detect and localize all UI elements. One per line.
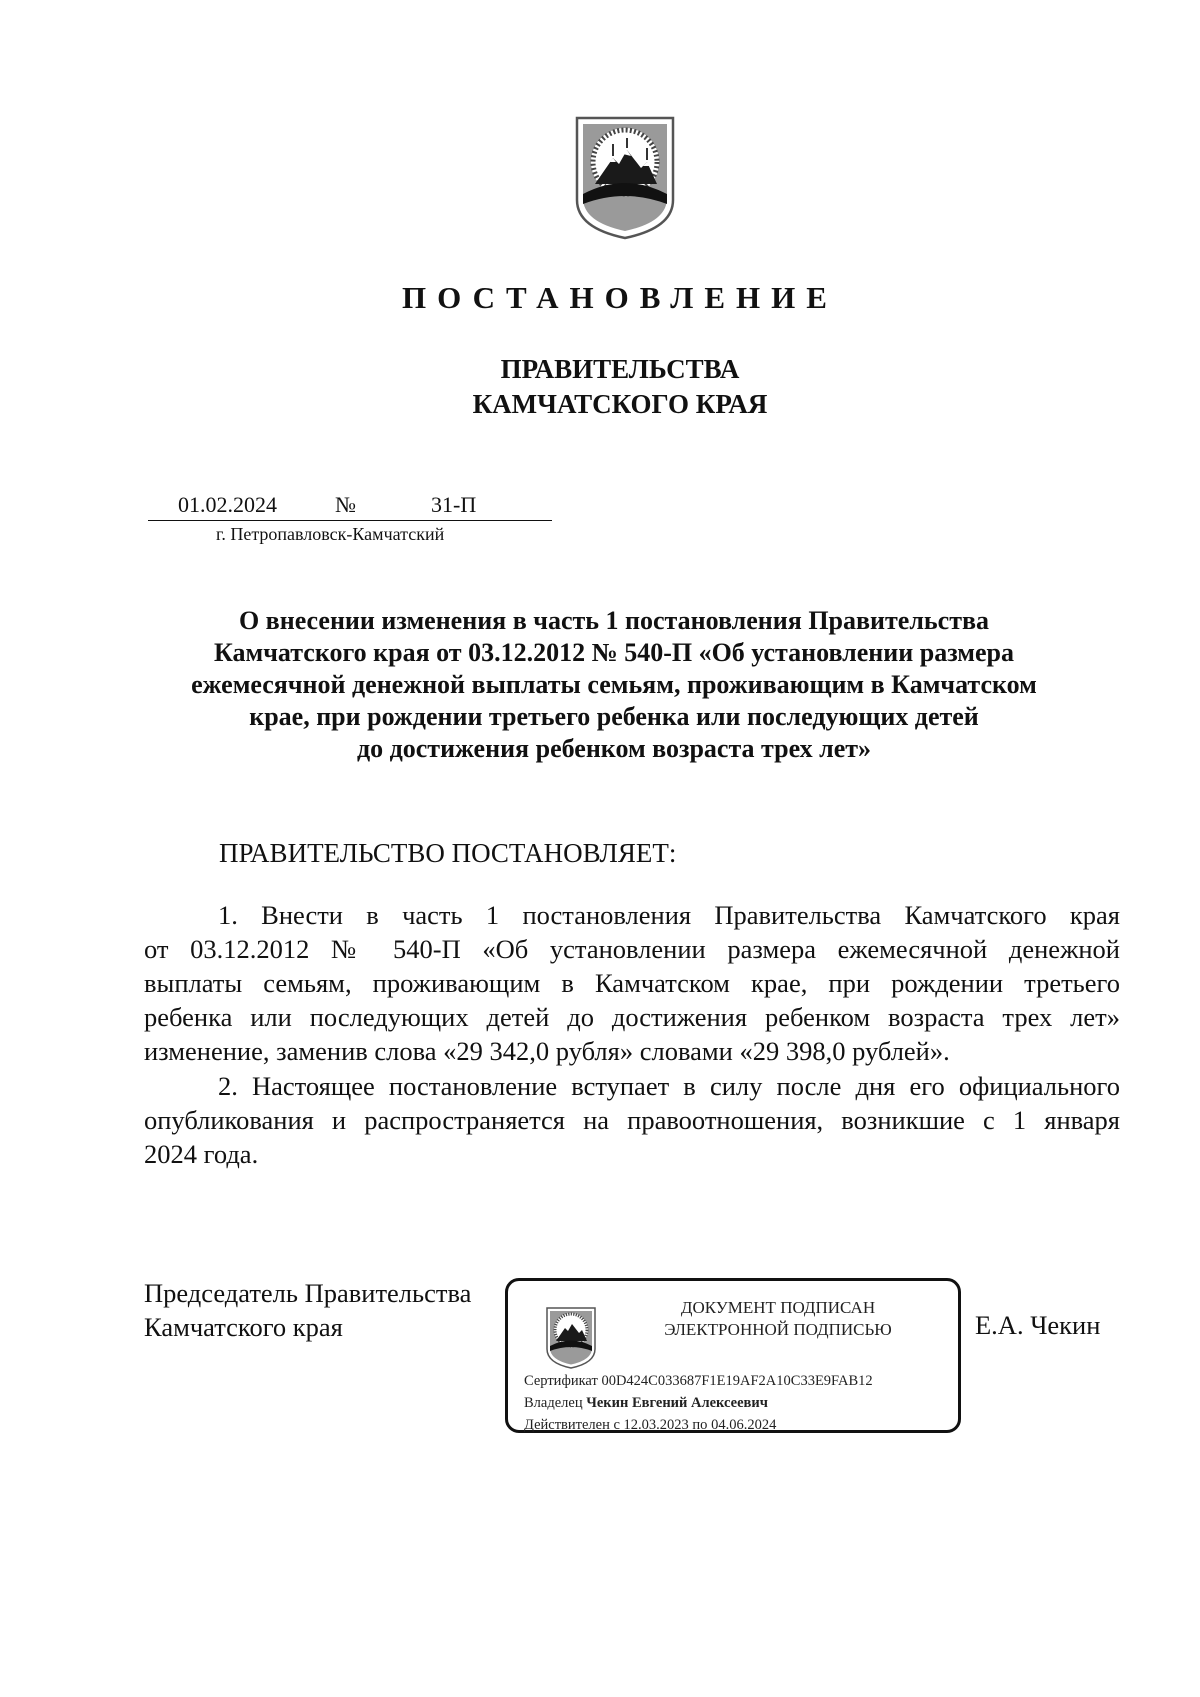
document-type-heading: ПОСТАНОВЛЕНИЕ [402, 280, 838, 315]
signer-position-line-2: Камчатского края [144, 1312, 343, 1342]
registration-line [148, 490, 552, 521]
paragraph-line: 1. Внести в часть 1 постановления Правительства Камчатского края [218, 900, 1120, 930]
document-number: 31-П [431, 492, 477, 517]
document-title [140, 605, 1088, 765]
valid-from-label: с [613, 1417, 620, 1433]
paragraph-line: выплаты семьям, проживающим в Камчатском крае, при рождении третьего [144, 968, 1120, 998]
paragraph-line: изменение, заменив слова «29 342,0 рубля» словами «29 398,0 рублей». [144, 1036, 950, 1066]
paragraph-1 [144, 898, 1120, 1068]
issuer-line-2: КАМЧАТСКОГО КРАЯ [472, 389, 768, 419]
stamp-heading [608, 1297, 948, 1341]
paragraph-line: от 03.12.2012 № 540-П «Об установлении размера ежемесячной денежной [144, 934, 1120, 964]
owner-value: Чекин Евгений Алексеевич [586, 1395, 768, 1411]
coat-of-arms-icon [573, 112, 677, 240]
signer-position [144, 1276, 471, 1344]
owner-row [524, 1395, 768, 1412]
certificate-value: 00D424C033687F1E19AF2A10C33E9FAB12 [601, 1373, 873, 1389]
electronic-signature-stamp [505, 1278, 961, 1433]
stamp-heading-line-2: ЭЛЕКТРОННОЙ ПОДПИСЬЮ [664, 1320, 892, 1339]
coat-of-arms-icon [544, 1305, 598, 1369]
issuer-line-1: ПРАВИТЕЛЬСТВА [500, 354, 740, 384]
title-line: крае, при рождении третьего ребенка или последующих детей [249, 702, 979, 731]
paragraph-line: 2024 года. [144, 1139, 259, 1169]
owner-label: Владелец [524, 1395, 583, 1411]
valid-label: Действителен [524, 1417, 610, 1433]
valid-from-value: 12.03.2023 [623, 1417, 689, 1433]
issuer-heading [0, 352, 1200, 422]
valid-to-value: 04.06.2024 [711, 1417, 777, 1433]
certificate-label: Сертификат [524, 1373, 598, 1389]
title-line: до достижения ребенком возраста трех лет» [356, 734, 872, 763]
title-line: О внесении изменения в часть 1 постановления Правительства [238, 606, 990, 635]
valid-to-label: по [692, 1417, 708, 1433]
city-label: г. Петропавловск-Камчатский [216, 524, 445, 544]
paragraph-2 [144, 1069, 1120, 1171]
paragraph-line: ребенка или последующих детей до достижения ребенком возраста трех лет» [144, 1002, 1120, 1032]
document-date: 01.02.2024 [178, 492, 277, 517]
certificate-row [524, 1373, 873, 1390]
stamp-heading-line-1: ДОКУМЕНТ ПОДПИСАН [680, 1298, 876, 1317]
signer-position-line-1: Председатель Правительства [144, 1278, 472, 1308]
title-line: ежемесячной денежной выплаты семьям, проживающим в Камчатском [191, 670, 1037, 699]
signer-name: Е.А. Чекин [975, 1310, 1101, 1340]
number-sign: № [335, 492, 356, 517]
decree-statement: ПРАВИТЕЛЬСТВО ПОСТАНОВЛЯЕТ: [219, 838, 677, 868]
paragraph-line: опубликования и распространяется на правоотношения, возникшие с 1 января [144, 1105, 1120, 1135]
title-line: Камчатского края от 03.12.2012 № 540-П «Об установлении размера [214, 638, 1014, 667]
paragraph-line: 2. Настоящее постановление вступает в силу после дня его официального [218, 1071, 1120, 1101]
validity-row [524, 1417, 776, 1434]
